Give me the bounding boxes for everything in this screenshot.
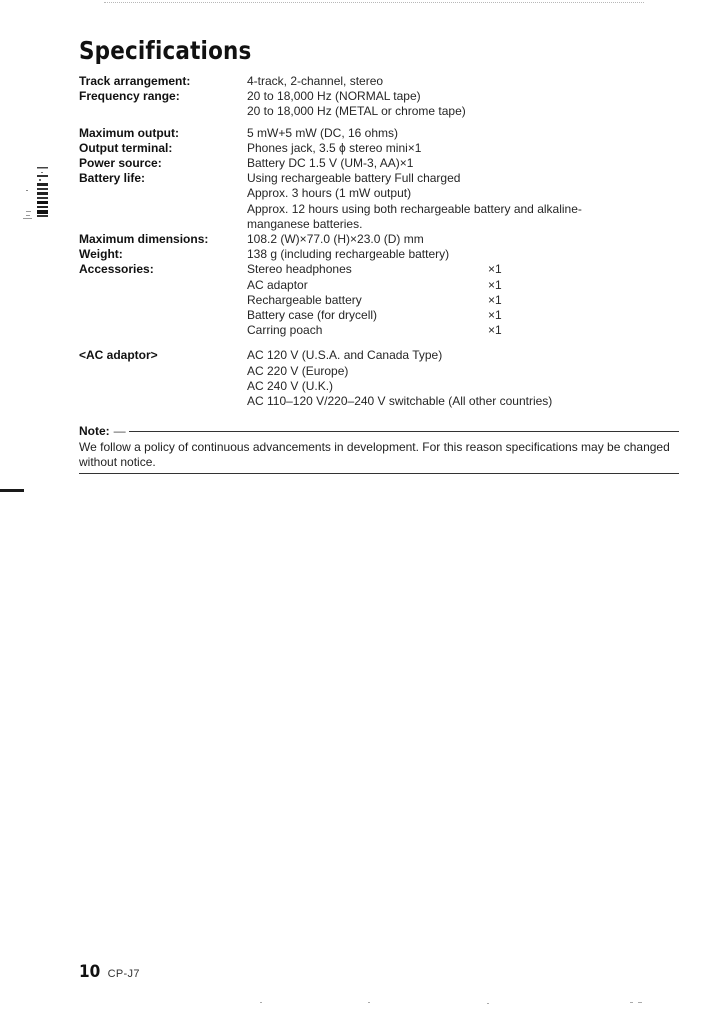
binding-edge-marks <box>23 165 63 219</box>
spec-label: Weight: <box>79 247 123 262</box>
spec-value: AC 240 V (U.K.) <box>247 378 334 393</box>
page-number: 10 <box>79 962 101 982</box>
spec-value: 138 g (including rechargeable battery) <box>247 247 450 262</box>
spec-maximum-dimensions <box>79 232 679 247</box>
spec-value: manganese batteries. <box>247 216 363 231</box>
spec-label: <AC adaptor> <box>79 348 158 363</box>
accessory-item <box>247 278 679 293</box>
spec-value: AC 110–120 V/220–240 V switchable (All other countries) <box>247 394 553 409</box>
accessory-item <box>247 323 679 338</box>
spec-power-source <box>79 156 679 171</box>
spec-track-arrangement <box>79 74 679 89</box>
spec-accessories <box>79 262 679 338</box>
spec-label: Frequency range: <box>79 89 180 104</box>
spec-label: Maximum output: <box>79 125 179 140</box>
note-text: We follow a policy of continuous advancements in development. For this reason specifications may be changed without notice. <box>79 440 670 469</box>
spec-label: Output terminal: <box>79 140 173 155</box>
spec-ac-adaptor <box>79 348 679 409</box>
bottom-scan-specks <box>0 1000 726 1008</box>
spec-maximum-output <box>79 126 679 141</box>
spec-label: Track arrangement: <box>79 74 191 88</box>
spec-value: 108.2 (W)×77.0 (H)×23.0 (D) mm <box>247 232 424 247</box>
spec-value: 5 mW+5 mW (DC, 16 ohms) <box>247 125 399 140</box>
spec-battery-life <box>79 171 679 232</box>
note-box <box>79 424 679 474</box>
page-title: Specifications <box>79 36 252 65</box>
spec-value: AC 120 V (U.S.A. and Canada Type) <box>247 348 443 363</box>
spec-value: AC 220 V (Europe) <box>247 363 349 378</box>
note-top-rule <box>129 431 679 432</box>
accessory-item <box>247 293 679 308</box>
note-bottom-rule <box>79 473 679 474</box>
accessory-qty: ×1 <box>488 308 502 323</box>
accessory-qty: ×1 <box>488 277 502 292</box>
spec-label: Accessories: <box>79 262 154 277</box>
spec-label: Battery life: <box>79 171 146 186</box>
spec-value: 4-track, 2-channel, stereo <box>247 74 384 88</box>
note-dash: — <box>113 424 126 438</box>
page-footer <box>79 962 140 982</box>
spec-value: Battery DC 1.5 V (UM-3, AA)×1 <box>247 156 414 171</box>
accessory-name: Carring poach <box>247 323 323 338</box>
spec-label: Maximum dimensions: <box>79 232 209 247</box>
accessory-name: AC adaptor <box>247 277 308 292</box>
accessory-name: Stereo headphones <box>247 262 352 277</box>
specifications-list <box>79 74 679 409</box>
accessory-qty: ×1 <box>488 262 502 277</box>
spec-label: Power source: <box>79 156 162 171</box>
accessory-item <box>247 262 679 277</box>
top-dotted-rule <box>104 2 644 3</box>
spec-value: Approx. 3 hours (1 mW output) <box>247 186 412 201</box>
accessory-qty: ×1 <box>488 292 502 307</box>
spec-frequency-range <box>79 89 679 119</box>
spec-value: Approx. 12 hours using both rechargeable battery and alkaline- <box>247 201 582 216</box>
note-label: Note: <box>79 424 110 438</box>
accessory-qty: ×1 <box>488 323 502 338</box>
accessory-name: Battery case (for drycell) <box>247 308 378 323</box>
spec-weight <box>79 247 679 262</box>
model-code: CP-J7 <box>107 968 140 980</box>
accessory-name: Rechargeable battery <box>247 292 362 307</box>
spec-value: Phones jack, 3.5 ϕ stereo mini×1 <box>247 140 422 155</box>
note-header <box>79 424 679 439</box>
edge-black-bar <box>0 489 24 492</box>
accessory-item <box>247 308 679 323</box>
spec-value: Using rechargeable battery Full charged <box>247 171 461 186</box>
spec-value: 20 to 18,000 Hz (NORMAL tape) <box>247 89 421 104</box>
spec-value: 20 to 18,000 Hz (METAL or chrome tape) <box>247 104 466 119</box>
spec-output-terminal <box>79 141 679 156</box>
